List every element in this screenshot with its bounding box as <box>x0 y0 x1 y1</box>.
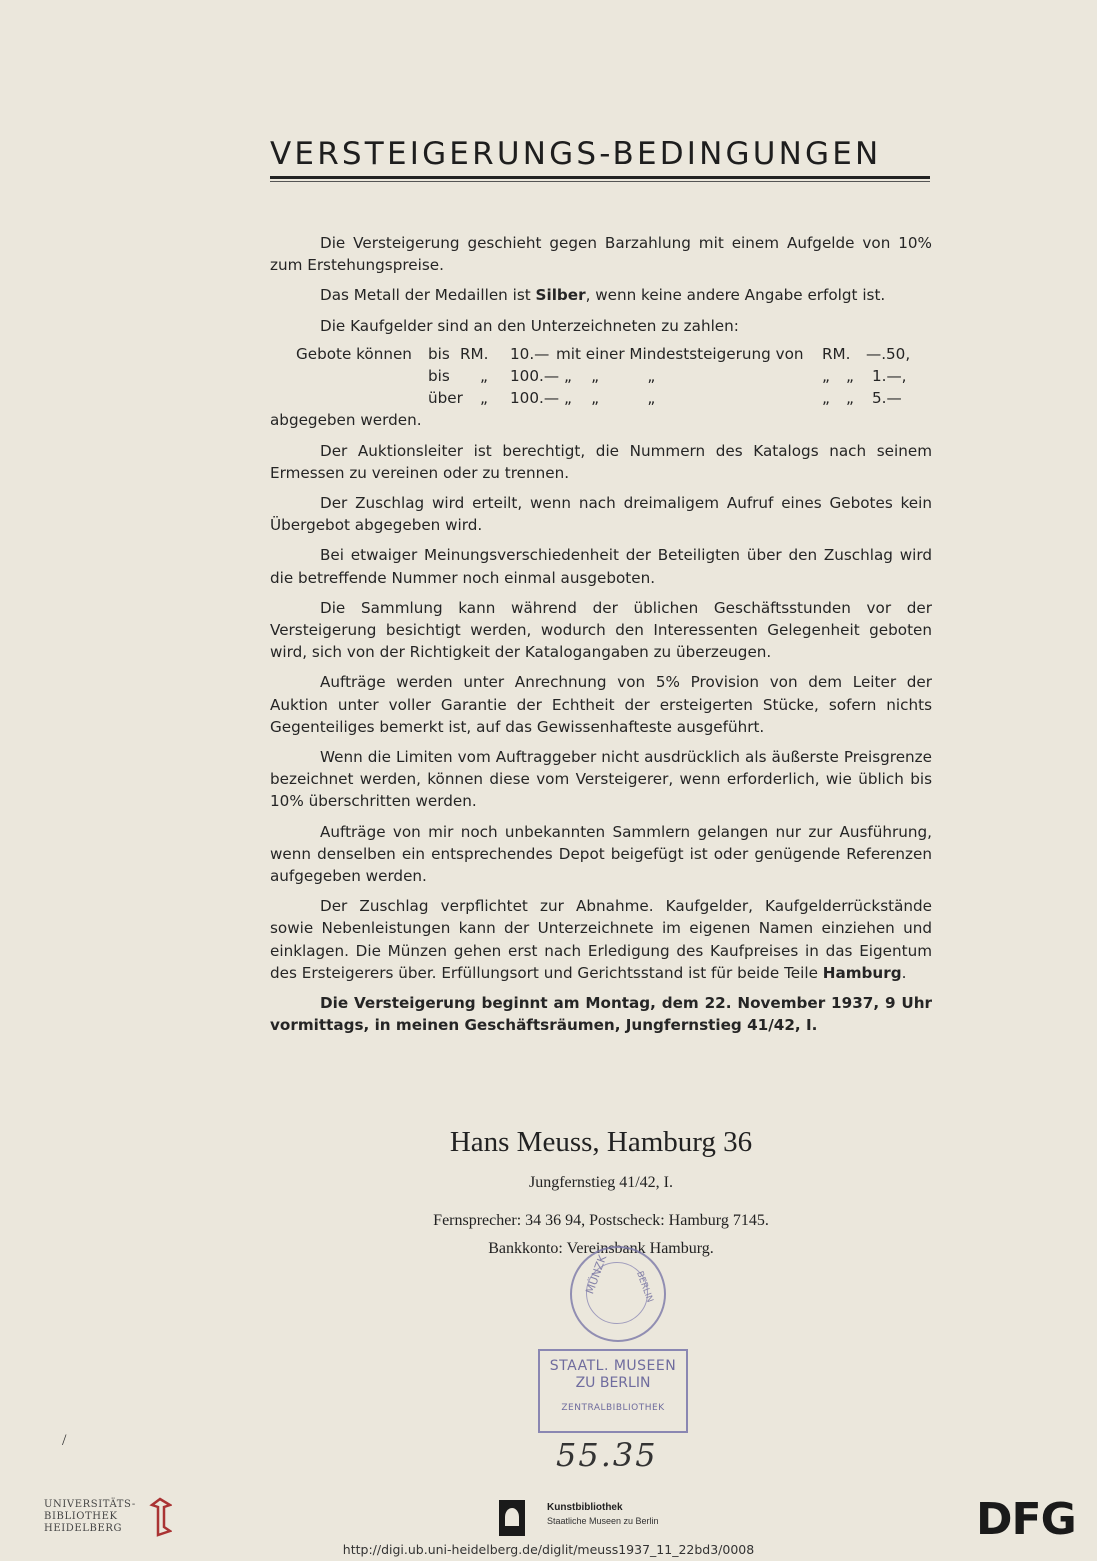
conditions-text <box>270 232 932 1044</box>
ub-heidelberg-logo[interactable]: UNIVERSITÄTS- BIBLIOTHEK HEIDELBERG <box>44 1499 136 1535</box>
handwritten-shelfmark: 55.35 <box>556 1436 658 1474</box>
dfg-logo[interactable]: DFG <box>976 1494 1076 1545</box>
paragraph-auctioneer: Der Auktionsleiter ist berechtigt, die Nummern des Katalogs nach seinem Ermessen zu vereinen oder zu trennen. <box>270 441 932 482</box>
round-library-stamp: MÜNZK BERLIN <box>570 1246 666 1342</box>
paragraph-limits: Wenn die Limiten vom Auftraggeber nicht ausdrücklich als äußerste Preisgrenze bezeichnet werden, können diese vom Versteigerer, wenn erforderlich, wie üblich bis 10% überschritten werden. <box>270 748 932 811</box>
kunstbibliothek-icon <box>499 1500 525 1536</box>
permalink[interactable]: http://digi.ub.uni-heidelberg.de/diglit/meuss1937_11_22bd3/0008 <box>342 1542 755 1557</box>
paragraph-viewing: Die Sammlung kann während der üblichen Geschäftsstunden vor der Versteigerung besichtigt werden, wodurch den Interessenten Gelegenheit geboten wird, sich von der Richtigkeit der Katalogangaben zu überzeugen. <box>270 598 932 662</box>
metal-silver: Silber <box>535 286 586 305</box>
title-rule-thin <box>270 181 930 182</box>
place-hamburg: Hamburg <box>822 963 902 982</box>
title-rule <box>270 176 930 179</box>
auctioneer-address: Jungfernstieg 41/42, I. <box>529 1174 673 1191</box>
paragraph-metal: Das Metall der Medaillen ist Silber, wenn keine andere Angabe erfolgt ist. <box>320 286 886 305</box>
museum-library-stamp: STAATL. MUSEEN ZU BERLIN ZENTRALBIBLIOTHEK <box>538 1349 688 1433</box>
paragraph-deposit: Aufträge von mir noch unbekannten Sammlern gelangen nur zur Ausführung, wenn denselben ein entsprechendes Depot beigefügt ist oder genügende Referenzen aufgegeben werden. <box>270 822 932 886</box>
paragraph-payment: Die Versteigerung geschieht gegen Barzahlung mit einem Aufgelde von 10% zum Erstehungspreise. <box>270 234 932 275</box>
paragraph-bids-end: abgegeben werden. <box>270 411 422 430</box>
paragraph-hammer: Der Zuschlag wird erteilt, wenn nach dreimaligem Aufruf eines Gebotes kein Übergebot abgegeben wird. <box>270 493 932 535</box>
auctioneer-phone: Fernsprecher: 34 36 94, Postscheck: Hamburg 7145. <box>433 1212 769 1229</box>
bid-row: bis „ 100.— „ „ „ „ „ 1.—, <box>428 367 907 385</box>
ub-logo-icon <box>148 1497 172 1537</box>
page-title: VERSTEIGERUNGS-BEDINGUNGEN <box>270 136 882 172</box>
auctioneer-name: Hans Meuss, Hamburg 36 <box>449 1126 753 1158</box>
bid-row: über „ 100.— „ „ „ „ „ 5.— <box>428 389 902 408</box>
paragraph-commission: Aufträge werden unter Anrechnung von 5% Provision von dem Leiter der Auktion unter voller Garantie der Echtheit der ersteigerten Stücke, sofern nichts Gegenteiliges bemerkt ist, auf das Gewissenhafteste ausgeführt. <box>270 673 932 736</box>
paragraph-obligation: Der Zuschlag verpflichtet zur Abnahme. Kaufgelder, Kaufgelderrückstände sowie Nebenleistungen kann der Unterzeichnete im eigenen Namen einziehen und einklagen. Die Münzen gehen erst nach Erledigung des Kaufpreises in das Eigentum des Ersteigerers über. Erfüllungsort und Gerichtsstand ist für beide Teile Hamburg. <box>270 897 932 982</box>
bid-row: Gebote können bis RM. 10.— mit einer Mindeststeigerung von RM. —.50, <box>296 344 911 363</box>
paragraph-dispute: Bei etwaiger Meinungsverschiedenheit der Beteiligten über den Zuschlag wird die betreffende Nummer noch einmal ausgeboten. <box>270 546 932 587</box>
paragraph-payee: Die Kaufgelder sind an den Unterzeichneten zu zahlen: <box>320 316 739 335</box>
auctioneer-bank: Bankkonto: Vereinsbank Hamburg. <box>488 1240 714 1257</box>
scanned-page: VERSTEIGERUNGS-BEDINGUNGEN Die Versteigerung geschieht gegen Barzahlung mit einem Aufgelde von 10% zum Erstehungspreise. Das Metall der Medaillen ist Silber, wenn keine andere Angabe erfolgt ist. Die Kaufgelder sind an den Unterzeichneten zu zahlen: Gebote können bis RM. 10.— mit einer Mindeststeigerung von RM. —.50, bis „ 100.— „ „ „ „ „ 1.—, über „ 100.— „ „ „ „ „ 5.— abgegeben werden. Der Auktionsleiter ist berechtigt, die Nummern des Katalogs nach seinem Ermessen zu vereinen oder zu trennen. Der Zuschlag wird erteilt, wenn nach dreimaligem Aufruf eines Gebotes kein Übergebot abgegeben wird. Bei etwaiger Meinungsverschiedenheit der Beteiligten über den Zuschlag wird die betreffende Nummer noch einmal ausgeboten. Die Sammlung kann während der üblichen Geschäftsstunden vor der Versteigerung besichtigt werden, wodurch den Interessenten Gelegenheit geboten wird, sich von der Richtigkeit der Katalogangaben zu überzeugen. Aufträge werden unter Anrechnung von 5% Provision von dem Leiter der Auktion unter voller Garantie der Echtheit der ersteigerten Stücke, sofern nichts Gegenteiliges bemerkt ist, auf das Gewissenhafteste ausgeführt. Wenn die Limiten vom Auftraggeber nicht ausdrücklich als äußerste Preisgrenze bezeichnet werden, können diese vom Versteigerer, wenn erforderlich, wie üblich bis 10% überschritten werden. Aufträge von mir noch unbekannten Sammlern gelangen nur zur Ausführung, wenn denselben ein entsprechendes Depot beigefügt ist oder genügende Referenzen aufgegeben werden. Der Zuschlag verpflichtet zur Abnahme. Kaufgelder, Kaufgelderrückstände sowie Nebenleistungen kann der Unterzeichnete im eigenen Namen einziehen und einklagen. Die Münzen gehen erst nach Erledigung des Kaufpreises in das Eigentum des Ersteigerers über. Erfüllungsort und Gerichtsstand ist für beide Teile Hamburg. Die Versteigerung beginnt am Montag, dem 22. November 1937, 9 Uhr vormittags, in meinen Geschäftsräumen, Jungfernstieg 41/42, I. Hans Meuss, Hamburg 36 Jungfernstieg 41/42, I. Fernsprecher: 34 36 94, Postscheck: Hamburg 7145. Bankkonto: Vereinsbank Hamburg. MÜNZK BERLIN STAATL. MUSEEN ZU BERLIN ZENTRALBIBLIOTHEK 55.35 / UNIVERSITÄTS- BIBLIOTHEK HEIDELBERG Kunstbibliothek Staatliche Museen zu Berlin DFG http://digi.ub.uni-heidelberg.de/diglit/meuss1937_11_22bd3/0008 <box>0 0 1097 1561</box>
bid-table <box>270 343 932 410</box>
paragraph-start-date: Die Versteigerung beginnt am Montag, dem 22. November 1937, 9 Uhr vormittags, in meinen Geschäftsräumen, Jungfernstieg 41/42, I. <box>270 994 932 1035</box>
pencil-mark: / <box>62 1432 67 1449</box>
